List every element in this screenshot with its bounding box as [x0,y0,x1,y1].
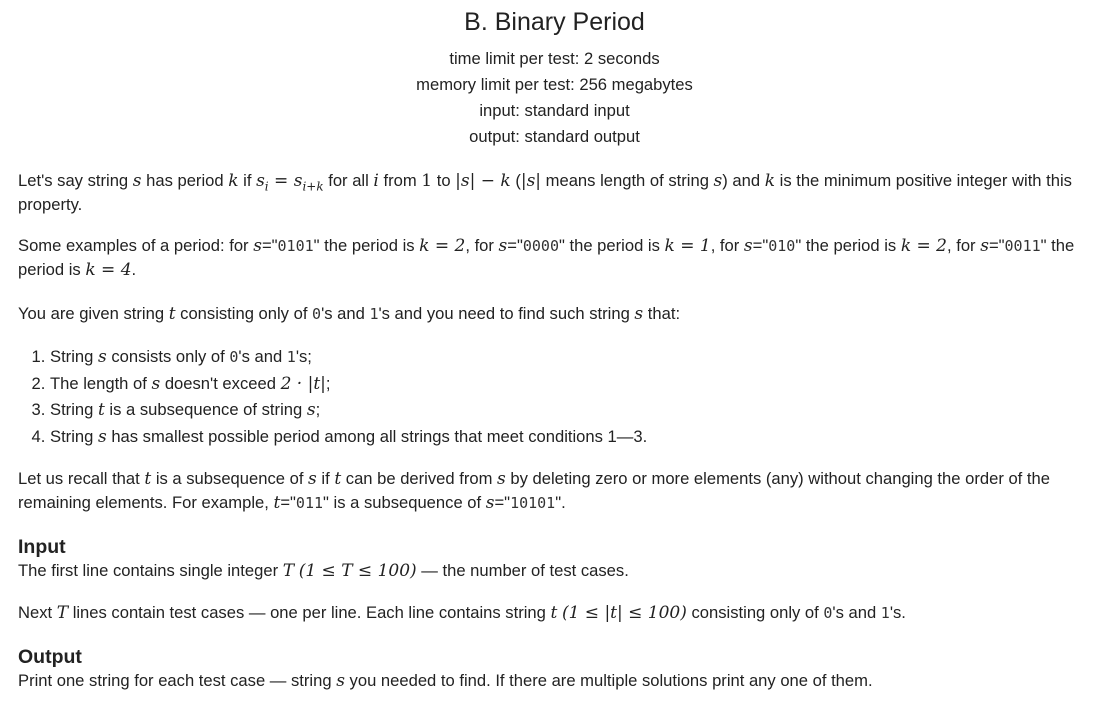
list-item: 4. String s has smallest possible period among all strings that meet conditions 1—3. [50,424,1093,451]
output-spec: output: standard output [469,127,640,146]
input-paragraph-2: Next T lines contain test cases — one per line. Each line contains string t (1 ≤ |t| ≤ 100) consisting only of 0's and 1's. [18,603,906,623]
list-item: 3. String t is a subsequence of string s; [50,397,1093,424]
statement-paragraph-3: You are given string t consisting only of 0's and 1's and you need to find such string s that: [18,304,681,324]
time-limit: time limit per test: 2 seconds [449,49,660,68]
statement-paragraph-1: Let's say string s has period k if $s_i = s_{i+k}$ for all i from 1 to |s| − k (|s| means length of string s) and k is the minimum positive integer with this property. [18,171,1072,214]
list-item: 2. The length of s doesn't exceed 2 · |t|; [50,371,1093,398]
input-spec: input: standard input [479,101,630,120]
output-section-title: Output [18,646,82,668]
list-item: 1. String s consists only of 0's and 1's; [50,344,1093,371]
problem-header [18,0,1091,150]
input-paragraph-1: The first line contains single integer T (1 ≤ T ≤ 100) — the number of test cases. [18,561,629,581]
memory-limit: memory limit per test: 256 megabytes [416,75,693,94]
input-section-title: Input [18,536,66,558]
statement-paragraph-2: Some examples of a period: for s="0101" the period is k = 2, for s="0000" the period is k = 1, for s="010" the period is k = 2, for s="0011" the period is k = 4. [18,236,1075,280]
conditions-list [18,344,1093,450]
problem-title: B. Binary Period [464,8,645,36]
output-paragraph-1: Print one string for each test case — string s you needed to find. If there are multiple solutions print any one of them. [18,671,873,691]
statement-paragraph-4: Let us recall that t is a subsequence of s if t can be derived from s by deleting zero or more elements (any) without changing the order of the remaining elements. For example, t="011" is a subsequence of s="10101". [18,469,1050,513]
